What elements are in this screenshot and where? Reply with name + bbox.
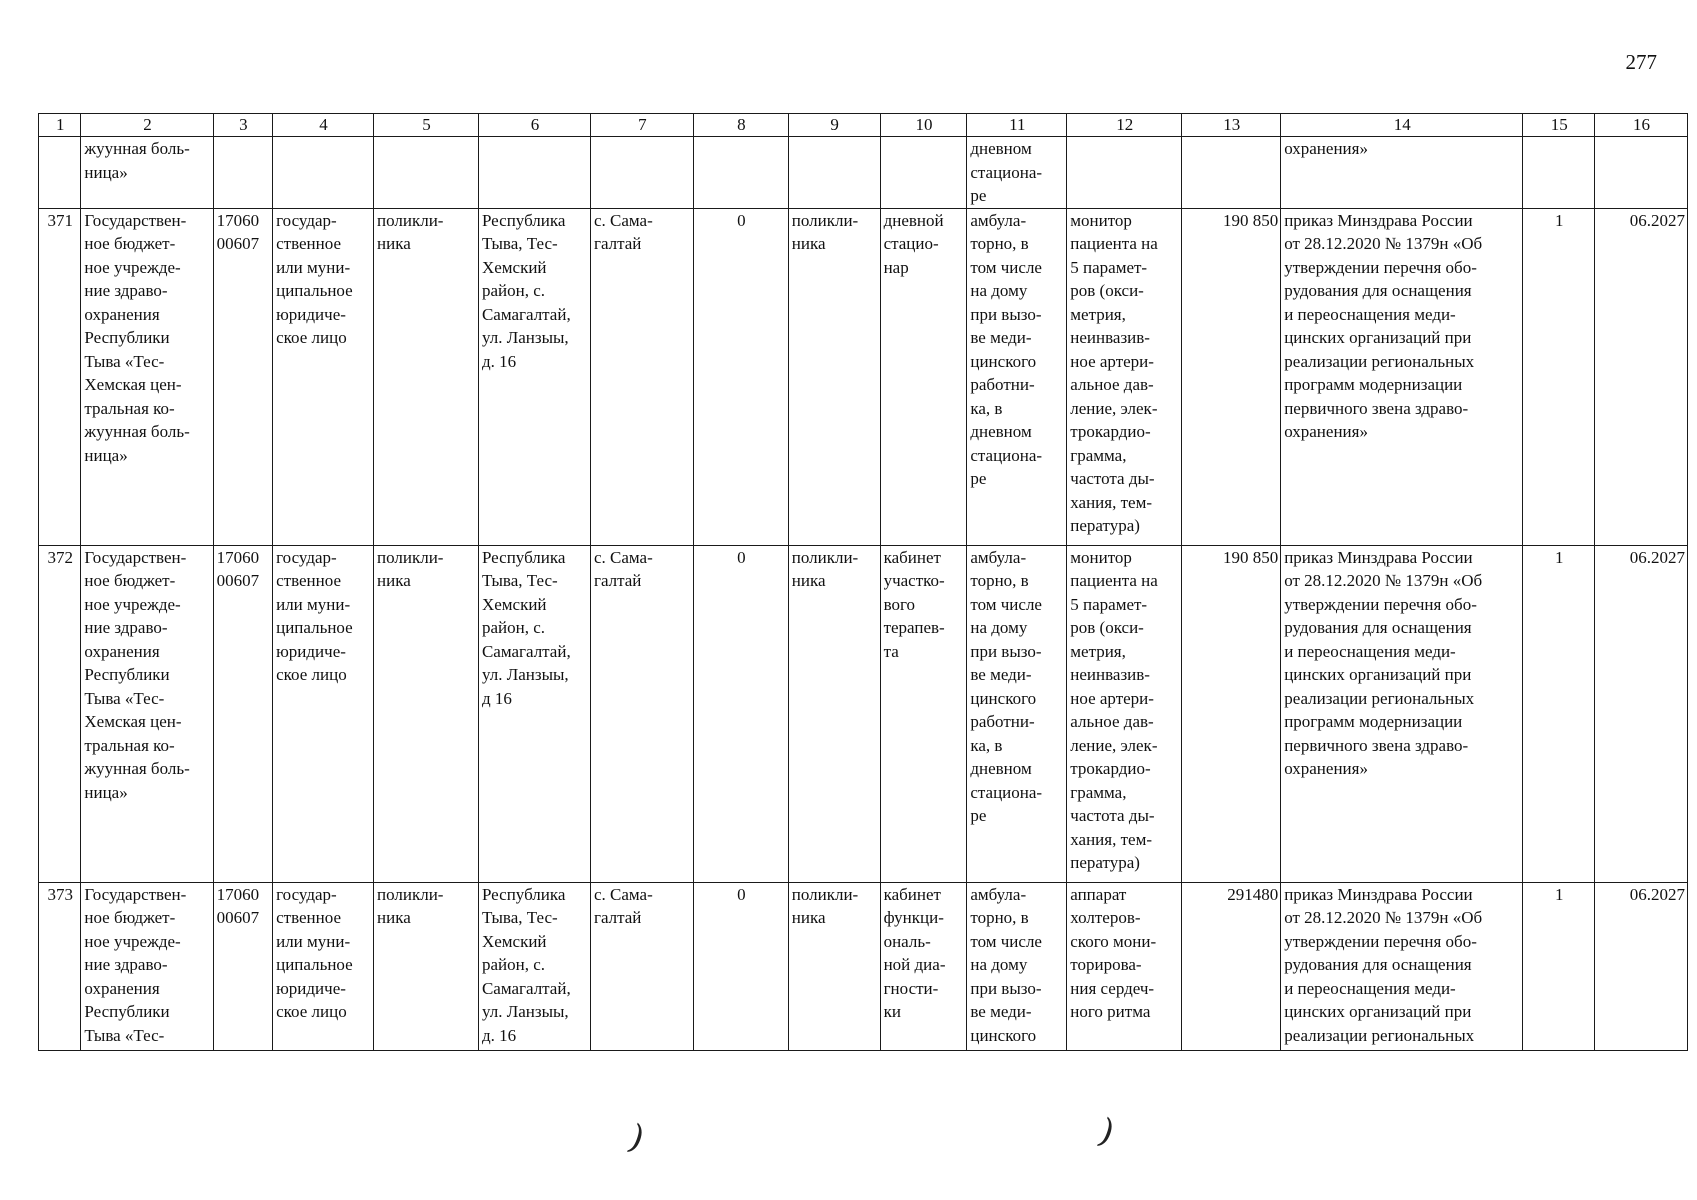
cell-quantity: 1 bbox=[1523, 882, 1595, 1050]
cell-price: 190 850 bbox=[1182, 208, 1281, 545]
cell-locality: с. Сама- галтай bbox=[590, 208, 693, 545]
cell-legal-form bbox=[273, 137, 374, 209]
cell-number: 372 bbox=[39, 545, 81, 882]
cell-code bbox=[213, 137, 273, 209]
cell-regulation: охранения» bbox=[1281, 137, 1523, 209]
header-cell: 12 bbox=[1067, 114, 1182, 137]
cell-subdivision: поликли- ника bbox=[788, 882, 880, 1050]
header-cell: 3 bbox=[213, 114, 273, 137]
header-cell: 13 bbox=[1182, 114, 1281, 137]
header-cell: 5 bbox=[374, 114, 479, 137]
header-cell: 11 bbox=[967, 114, 1067, 137]
cell-col8: 0 bbox=[693, 882, 788, 1050]
cell-care-conditions: амбула- торно, в том числе на дому при вызо- ве меди- цинского работни- ка, в дневном стациона- ре bbox=[967, 208, 1067, 545]
cell-price: 190 850 bbox=[1182, 545, 1281, 882]
cell-number: 373 bbox=[39, 882, 81, 1050]
cell-equipment: монитор пациента на 5 парамет- ров (окси- метрия, неинвазив- ное артери- альное дав- ление, элек- трокардио- грамма, частота ды- хания, тем- пература) bbox=[1067, 545, 1182, 882]
cell-care-conditions: дневном стациона- ре bbox=[967, 137, 1067, 209]
cell-subdivision: поликли- ника bbox=[788, 545, 880, 882]
equipment-table bbox=[38, 113, 1688, 1051]
cell-subdivision: поликли- ника bbox=[788, 208, 880, 545]
cell-code: 17060 00607 bbox=[213, 882, 273, 1050]
cell-room: кабинет участко- вого терапев- та bbox=[880, 545, 967, 882]
header-cell: 10 bbox=[880, 114, 967, 137]
cell-regulation: приказ Минздрава России от 28.12.2020 № 1379н «Об утверждении перечня обо- рудования для оснащения и переоснащения меди- цинских организаций при реализации региональных программ модернизации первичного звена здраво- охранения» bbox=[1281, 545, 1523, 882]
cell-col8: 0 bbox=[693, 208, 788, 545]
cell-unit-type bbox=[374, 137, 479, 209]
cell-address bbox=[478, 137, 590, 209]
cell-legal-form: государ- ственное или муни- ципальное юридиче- ское лицо bbox=[273, 545, 374, 882]
cell-number bbox=[39, 137, 81, 209]
cell-price: 291480 bbox=[1182, 882, 1281, 1050]
cell-unit-type: поликли- ника bbox=[374, 882, 479, 1050]
page-number: 277 bbox=[1625, 50, 1657, 74]
cell-equipment bbox=[1067, 137, 1182, 209]
cell-organization: Государствен- ное бюджет- ное учрежде- ние здраво- охранения Республики Тыва «Тес- Хемская цен- тральная ко- жуунная боль- ница» bbox=[81, 545, 213, 882]
scan-mark-left: ) bbox=[623, 1116, 650, 1160]
header-cell: 14 bbox=[1281, 114, 1523, 137]
cell-quantity: 1 bbox=[1523, 545, 1595, 882]
cell-regulation: приказ Минздрава России от 28.12.2020 № 1379н «Об утверждении перечня обо- рудования для оснащения и переоснащения меди- цинских организаций при реализации региональных программ модернизации первичного звена здраво- охранения» bbox=[1281, 208, 1523, 545]
cell-date: 06.2027 bbox=[1595, 882, 1688, 1050]
header-cell: 2 bbox=[81, 114, 213, 137]
cell-organization: Государствен- ное бюджет- ное учрежде- ние здраво- охранения Республики Тыва «Тес- Хемская цен- тральная ко- жуунная боль- ница» bbox=[81, 208, 213, 545]
cell-organization: Государствен- ное бюджет- ное учрежде- ние здраво- охранения Республики Тыва «Тес- bbox=[81, 882, 213, 1050]
cell-room: дневной стацио- нар bbox=[880, 208, 967, 545]
cell-locality: с. Сама- галтай bbox=[590, 545, 693, 882]
cell-unit-type: поликли- ника bbox=[374, 208, 479, 545]
header-cell: 7 bbox=[590, 114, 693, 137]
cell-room: кабинет функци- ональ- ной диа- гности- ки bbox=[880, 882, 967, 1050]
cell-locality bbox=[590, 137, 693, 209]
cell-care-conditions: амбула- торно, в том числе на дому при вызо- ве меди- цинского bbox=[967, 882, 1067, 1050]
cell-subdivision bbox=[788, 137, 880, 209]
cell-price bbox=[1182, 137, 1281, 209]
header-cell: 1 bbox=[39, 114, 81, 137]
table-row bbox=[39, 545, 1688, 882]
scan-mark-right: ) bbox=[1093, 1110, 1120, 1154]
header-row bbox=[39, 114, 1688, 137]
cell-organization: жуунная боль- ница» bbox=[81, 137, 213, 209]
cell-address: Республика Тыва, Тес- Хемский район, с. Самагалтай, ул. Ланзыы, д. 16 bbox=[478, 882, 590, 1050]
cell-equipment: монитор пациента на 5 парамет- ров (окси- метрия, неинвазив- ное артери- альное дав- ление, элек- трокардио- грамма, частота ды- хания, тем- пература) bbox=[1067, 208, 1182, 545]
table-row bbox=[39, 208, 1688, 545]
cell-address: Республика Тыва, Тес- Хемский район, с. Самагалтай, ул. Ланзыы, д 16 bbox=[478, 545, 590, 882]
cell-code: 17060 00607 bbox=[213, 545, 273, 882]
cell-locality: с. Сама- галтай bbox=[590, 882, 693, 1050]
continuation-row bbox=[39, 137, 1688, 209]
cell-unit-type: поликли- ника bbox=[374, 545, 479, 882]
cell-regulation: приказ Минздрава России от 28.12.2020 № 1379н «Об утверждении перечня обо- рудования для оснащения и переоснащения меди- цинских организаций при реализации региональных bbox=[1281, 882, 1523, 1050]
cell-date: 06.2027 bbox=[1595, 208, 1688, 545]
cell-address: Республика Тыва, Тес- Хемский район, с. Самагалтай, ул. Ланзыы, д. 16 bbox=[478, 208, 590, 545]
cell-date bbox=[1595, 137, 1688, 209]
header-cell: 15 bbox=[1523, 114, 1595, 137]
cell-room bbox=[880, 137, 967, 209]
cell-legal-form: государ- ственное или муни- ципальное юридиче- ское лицо bbox=[273, 208, 374, 545]
cell-legal-form: государ- ственное или муни- ципальное юридиче- ское лицо bbox=[273, 882, 374, 1050]
header-cell: 8 bbox=[693, 114, 788, 137]
cell-quantity bbox=[1523, 137, 1595, 209]
cell-col8: 0 bbox=[693, 545, 788, 882]
header-cell: 6 bbox=[478, 114, 590, 137]
header-cell: 9 bbox=[788, 114, 880, 137]
cell-care-conditions: амбула- торно, в том числе на дому при вызо- ве меди- цинского работни- ка, в дневном стациона- ре bbox=[967, 545, 1067, 882]
header-cell: 16 bbox=[1595, 114, 1688, 137]
header-cell: 4 bbox=[273, 114, 374, 137]
cell-number: 371 bbox=[39, 208, 81, 545]
cell-quantity: 1 bbox=[1523, 208, 1595, 545]
cell-col8 bbox=[693, 137, 788, 209]
table-row bbox=[39, 882, 1688, 1050]
cell-code: 17060 00607 bbox=[213, 208, 273, 545]
cell-equipment: аппарат холтеров- ского мони- торирова- ния сердеч- ного ритма bbox=[1067, 882, 1182, 1050]
cell-date: 06.2027 bbox=[1595, 545, 1688, 882]
